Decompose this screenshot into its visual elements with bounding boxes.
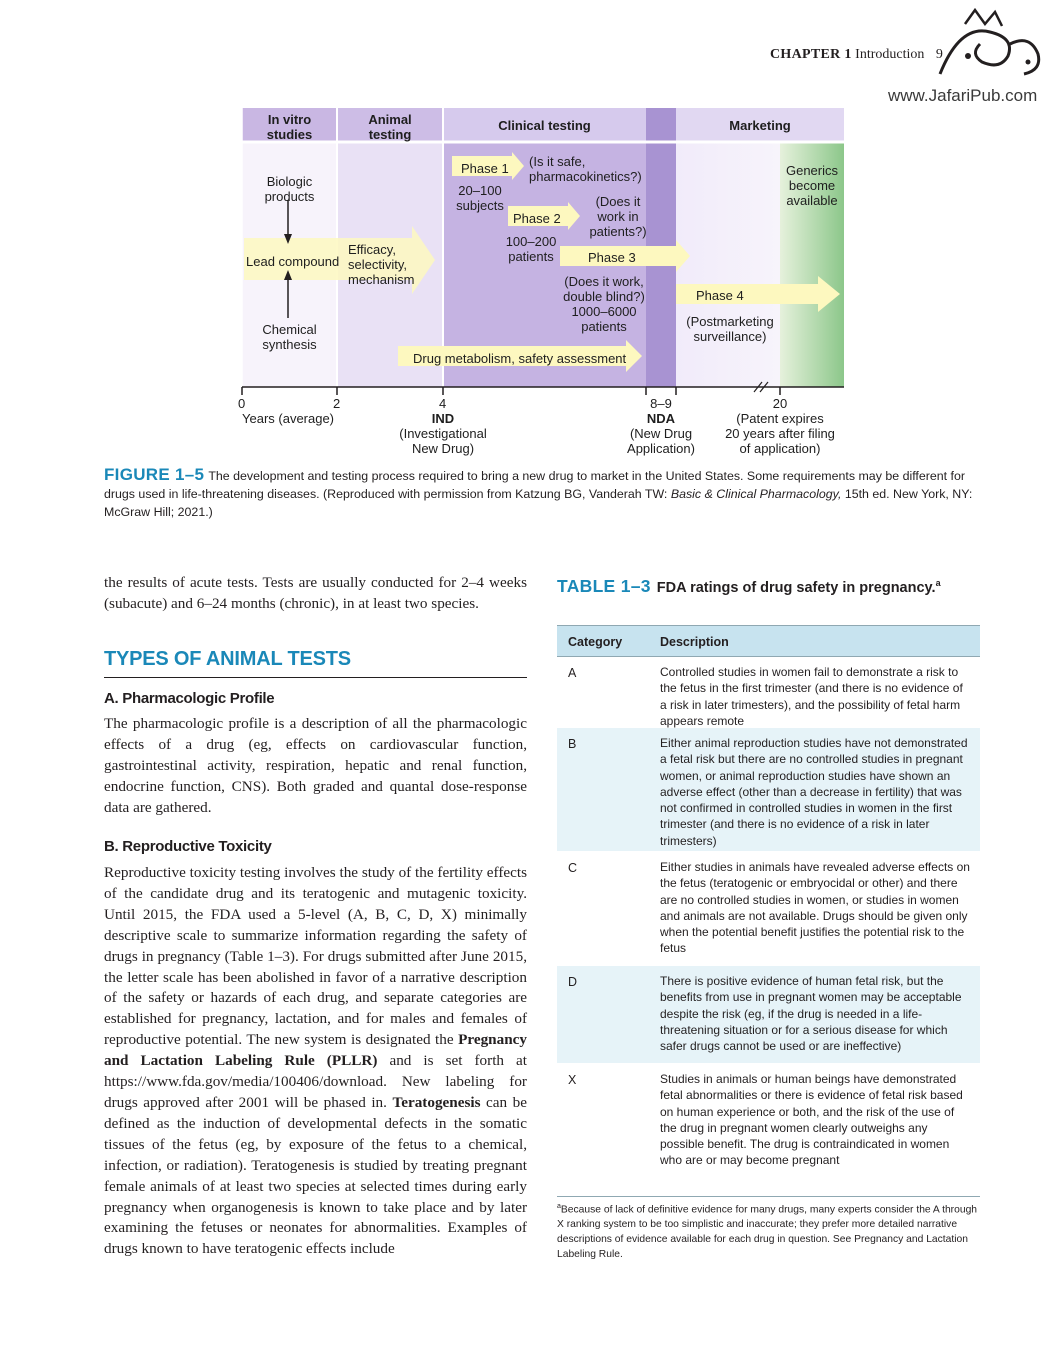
- para-b-part1: Reproductive toxicity testing involves the study of the fertility effects of the candidate drug and its teratogenic and mutagenic toxicity. Until 2015, the FDA used a 5-level (A, B, C, D, X) minimally descriptive scale to summarize information regarding the safety of drugs in pregnancy (Table 1–3). For drugs submitted after June 2015, the letter scale has been abolished in favor of a narrative description of the safety or hazards of each drug, and separate categories are established for pregnancy, lactation, and for males and females of reproductive potential. The new system is designated the: [104, 864, 527, 1049]
- pregnancy-safety-table: [557, 625, 980, 1177]
- ind-full: (Investigational New Drug): [399, 426, 487, 456]
- axis-tick-0: 0: [238, 396, 246, 411]
- table-footnote: [557, 1196, 980, 1262]
- band-marketing: Marketing: [729, 118, 791, 133]
- table-title-footnote-mark: a: [935, 578, 941, 588]
- phase1-subjects: 20–100 subjects: [456, 183, 504, 213]
- column-header-description: Description: [660, 635, 729, 649]
- reproductive-toxicity-paragraph: [104, 863, 527, 1260]
- table-row: [557, 657, 980, 728]
- footnote-mark: a: [557, 1203, 561, 1210]
- column-header-category: Category: [568, 635, 623, 649]
- phase4-label: Phase 4: [696, 288, 744, 303]
- nda-label: NDA: [646, 411, 676, 426]
- axis-tick-20: 20: [772, 396, 788, 411]
- pharmacologic-profile-paragraph: The pharmacologic profile is a description of all the pharmacologic effects of a drug (eg, effects on cardiovascular function, gastrointestinal activity, respiration, hepatic and renal function, endocrine function, CNS). Both graded and quantal dose-response data are gathered.: [104, 715, 527, 816]
- chapter-title: Introduction: [855, 47, 925, 62]
- efficacy-label: Efficacy, selectivity, mechanism: [348, 242, 415, 287]
- footnote-text: Because of lack of definitive evidence for many drugs, many experts consider the A through X ranking system to be too simplistic and inaccurate; they prefer more detailed narrative descriptions of evidence available for each drug in question. See Pregnancy and Lactation Labeling Rule.: [557, 1204, 978, 1261]
- description-cell: Either studies in animals have revealed adverse effects on the fetus (teratogenic or embryocidal or other) and there are no controlled studies in women, or studies in women and animals are not available. Drugs should be given only when the potential benefit justifies the potential risk to the fetus: [660, 860, 970, 956]
- description-cell: Either animal reproduction studies have not demonstrated a fetal risk but there are no controlled studies in pregnant women, or animal reproduction studies have shown an adverse effect (other than a decrease in fertility) that was not confirmed in controlled studies in women in the first trimester (and there is no evidence of a risk in later trimesters): [660, 736, 968, 848]
- page-number: 9: [935, 47, 943, 62]
- table-title: [557, 574, 977, 598]
- caption-text-end: 15th ed. New York, NY: McGraw Hill; 2021.): [104, 487, 973, 519]
- table-header: [557, 625, 980, 657]
- axis-tick-4: 4: [439, 396, 447, 411]
- figure-caption: [104, 466, 984, 521]
- category-cell: X: [568, 1073, 577, 1087]
- section-heading: TYPES OF ANIMAL TESTS: [104, 648, 527, 678]
- category-cell: A: [568, 666, 577, 680]
- ind-label: IND: [431, 411, 455, 426]
- description-cell: Studies in animals or human beings have demonstrated fetal abnormalities or there is evidence of fetal risk based on human experience or both, and the risk of the use of the drug in pregnant women clearly outweighs any possible benefit. The drug is contraindicated in women who are or may become pregnant: [660, 1072, 963, 1168]
- axis-years-label: Years (average): [242, 411, 335, 426]
- publisher-logo: [920, 4, 1048, 84]
- chemical-synthesis: Chemical synthesis: [262, 322, 317, 352]
- para-b-part3: can be defined as the induction of developmental defects in the somatic tissues of the fetus (eg, by exposure of the fetus to a chemical, infection, or radiation). Teratogenesis is studied by treating pregnant female animals of at least two species at selected times during early pregnancy when organogenesis is known to take place and by later examining the fetuses or neonates for abnormalities. Examples of drugs known to have teratogenic effects include: [104, 1093, 527, 1258]
- generics-label: Generics become available: [785, 163, 839, 208]
- phase1-question: (Is it safe, pharmacokinetics?): [529, 154, 642, 184]
- figure-label: FIGURE 1–5: [104, 465, 205, 484]
- subheading-pharmacologic-profile: A. Pharmacologic Profile: [104, 690, 275, 707]
- patent-label: (Patent expires 20 years after filing of application): [725, 411, 835, 456]
- biologic-products: Biologic products: [264, 174, 315, 204]
- category-cell: B: [568, 737, 577, 751]
- drug-metabolism-label: Drug metabolism, safety assessment: [413, 351, 627, 366]
- subheading-reproductive-toxicity: B. Reproductive Toxicity: [104, 838, 272, 855]
- table-label: TABLE 1–3: [557, 575, 651, 596]
- phase1-label: Phase 1: [461, 161, 509, 176]
- drug-development-figure: [232, 108, 852, 458]
- nda-full: (New Drug Application): [627, 426, 695, 456]
- intro-paragraph: the results of acute tests. Tests are usually conducted for 2–4 weeks (subacute) and 6–24 months (chronic), in at least two species.: [104, 574, 527, 612]
- phase2-label: Phase 2: [513, 211, 561, 226]
- axis-tick-8-9: 8–9: [650, 396, 672, 411]
- table-row: [557, 966, 980, 1064]
- band-in-vitro: In vitro studies: [266, 112, 313, 142]
- phase3-label: Phase 3: [588, 250, 636, 265]
- description-cell: Controlled studies in women fail to demonstrate a risk to the fetus in the first trimester (and there is no evidence of a risk in later trimesters), and the possibility of fetal harm appears remote: [660, 665, 963, 728]
- category-cell: C: [568, 861, 578, 875]
- band-clinical-testing: Clinical testing: [498, 118, 591, 133]
- para-b-part2: and is set forth at https://www.fda.gov/media/100406/download. New labeling for drugs approved after 2001 will be phased in.: [104, 1052, 527, 1111]
- phase3-question: (Does it work, double blind?) 1000–6000 patients: [563, 274, 645, 334]
- pllr-term: Pregnancy and Lactation Labeling Rule (PLLR): [104, 1031, 527, 1070]
- lead-compound: Lead compound: [246, 254, 340, 269]
- table-row: [557, 1064, 980, 1177]
- axis-tick-2: 2: [333, 396, 341, 411]
- table-row: [557, 852, 980, 966]
- teratogenesis-term: Teratogenesis: [392, 1093, 481, 1111]
- caption-text: The development and testing process required to bring a new drug to market in the United States. Some requirements may be different for drugs used in life-threatening diseases. (Reproduced with permission from Katzung BG, Vanderah TW:: [104, 469, 966, 501]
- caption-book-title: Basic & Clinical Pharmacology,: [670, 487, 842, 501]
- category-cell: D: [568, 975, 578, 989]
- band-animal-testing: Animal testing: [368, 112, 412, 142]
- phase2-question: (Does it work in patients?): [589, 194, 647, 239]
- phase2-patients: 100–200 patients: [505, 234, 557, 264]
- table-row: [557, 728, 980, 852]
- table-title-text: FDA ratings of drug safety in pregnancy.: [656, 579, 936, 596]
- running-head: [770, 47, 943, 63]
- description-cell: There is positive evidence of human fetal risk, but the benefits from use in pregnant women may be acceptable despite the risk (eg, if the drug is needed in a life-threatening situation or for a serious disease for which safer drugs cannot be used or are ineffective): [660, 974, 962, 1054]
- chapter-number: CHAPTER 1: [770, 47, 852, 62]
- phase4-question: (Postmarketing surveillance): [686, 314, 774, 344]
- publisher-url: www.JafariPub.com: [888, 86, 1038, 105]
